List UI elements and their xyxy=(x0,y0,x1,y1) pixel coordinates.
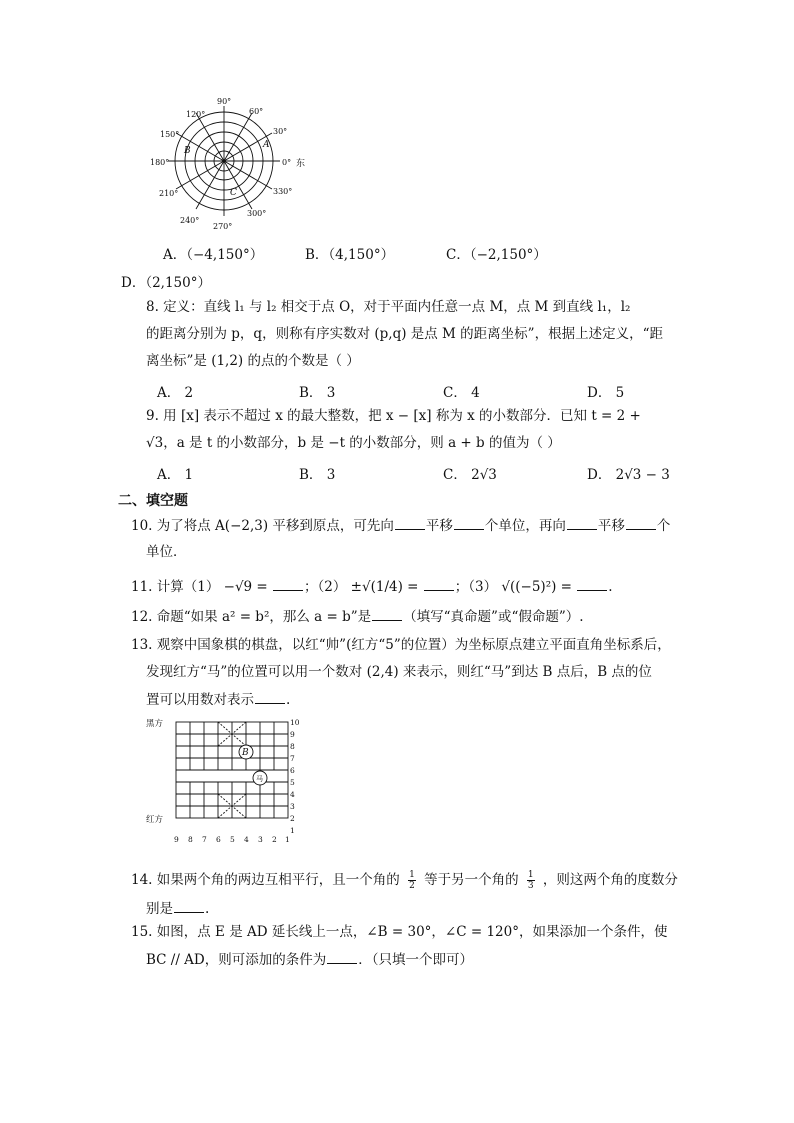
point-c-label: C xyxy=(230,188,237,198)
chinese-chess-board-figure xyxy=(144,714,304,850)
angle-label: 240° xyxy=(180,216,200,225)
q11-text: . xyxy=(608,579,613,595)
fraction-numerator: 1 xyxy=(527,870,534,880)
east-label: 东 xyxy=(296,159,306,169)
q11-text: ；（3） √((−5)²) = xyxy=(454,579,572,595)
rank-number: 4 xyxy=(290,790,295,799)
fraction-denominator: 3 xyxy=(527,881,534,891)
q8-option-c: C． 4 xyxy=(443,385,480,401)
q8-option-d: D． 5 xyxy=(587,385,625,401)
q10-blank-1[interactable] xyxy=(395,516,425,530)
q9-option-d: D． 2√3 − 3 xyxy=(587,467,670,483)
q10-text: 个 xyxy=(656,518,671,534)
q8-line1: 8. 定义：直线 l₁ 与 l₂ 相交于点 O，对于平面内任意一点 M，点 M 到直线 l₁，l₂ xyxy=(146,299,631,315)
q7-option-b: B．（4,150°） xyxy=(305,247,395,263)
rank-number: 9 xyxy=(290,730,295,739)
q14-text: 14. 如果两个角的两边互相平行，且一个角的 xyxy=(131,872,400,888)
fraction-denominator: 2 xyxy=(409,881,415,891)
q15-line2 xyxy=(146,950,473,969)
file-number: 3 xyxy=(258,835,263,844)
file-number: 2 xyxy=(272,835,277,844)
q9-option-c: C． 2√3 xyxy=(443,467,497,483)
q11-text: ；（2） ±√(1/4) = xyxy=(304,579,419,595)
black-side-label: 黑方 xyxy=(146,719,164,729)
q9-option-b: B． 3 xyxy=(299,467,336,483)
q13-line1: 13. 观察中国象棋的棋盘，以红“帅”(红方“5”的位置）为坐标原点建立平面直角坐标系后， xyxy=(131,637,671,653)
q13-line3 xyxy=(146,690,290,709)
q12-line xyxy=(131,607,584,626)
q11-blank-3[interactable] xyxy=(577,577,607,591)
q14-text: 别是 xyxy=(146,901,173,917)
section-heading-fill-in: 二、填空题 xyxy=(118,493,188,509)
q15-text: ．（只填一个即可） xyxy=(358,952,474,968)
angle-label: 60° xyxy=(249,107,264,116)
point-b-label: B xyxy=(184,146,191,156)
rank-number: 6 xyxy=(290,766,295,775)
fraction-one-third xyxy=(527,870,535,891)
angle-label: 300° xyxy=(247,209,267,218)
q9-line1: 9. 用 [x] 表示不超过 x 的最大整数，把 x − [x] 称为 x 的小数部分．已知 t = 2 + xyxy=(146,408,641,424)
q10-text: 平移 xyxy=(597,518,625,534)
q9-line2: √3，a 是 t 的小数部分，b 是 −t 的小数部分，则 a + b 的值为（ ） xyxy=(146,435,561,451)
q13-line2: 发现红方“马”的位置可以用一个数对 (2,4) 来表示，则红“马”到达 B 点后，B 点的位 xyxy=(146,664,652,680)
rank-number: 10 xyxy=(290,718,300,727)
q15-text: BC // AD，则可添加的条件为 xyxy=(146,952,327,968)
file-number: 7 xyxy=(202,835,207,844)
q14-blank[interactable] xyxy=(174,899,204,913)
q15-blank[interactable] xyxy=(327,950,357,964)
q14-text: . xyxy=(205,901,210,917)
q10-text: 个单位，再向 xyxy=(484,518,566,534)
q10-line2: 单位． xyxy=(146,544,187,560)
point-a-label: A xyxy=(263,140,270,150)
fraction-one-half xyxy=(408,870,416,891)
rank-number: 2 xyxy=(290,814,295,823)
file-number: 4 xyxy=(244,835,249,844)
angle-label: 30° xyxy=(273,127,288,136)
angle-label: 90° xyxy=(217,97,232,106)
q10-text: 平移 xyxy=(425,518,453,534)
q11-text: 11. 计算（1） −√9 = xyxy=(131,579,268,595)
point-b-label: B xyxy=(242,748,249,758)
q12-text: （填写“真命题”或“假命题”）. xyxy=(403,609,584,625)
rank-number: 7 xyxy=(290,754,295,763)
q10-text: 10. 为了将点 A(−2,3) 平移到原点，可先向 xyxy=(131,518,394,534)
file-number: 8 xyxy=(188,835,193,844)
horse-piece-label: 马 xyxy=(256,775,263,783)
q13-text: . xyxy=(286,692,291,708)
rank-number: 5 xyxy=(290,778,295,787)
q12-text: 12. 命题“如果 a² = b²，那么 a = b”是 xyxy=(131,609,372,625)
q10-blank-2[interactable] xyxy=(454,516,484,530)
q14-line1 xyxy=(131,869,678,891)
rank-number: 3 xyxy=(290,802,295,811)
q7-option-c: C．（−2,150°） xyxy=(446,247,547,263)
angle-label: 0° xyxy=(282,158,292,167)
q10-line1 xyxy=(131,516,670,535)
q14-text: 等于另一个角的 xyxy=(424,872,519,888)
q8-line3: 离坐标”是 (1,2) 的点的个数是（ ） xyxy=(146,353,360,369)
q11-blank-1[interactable] xyxy=(273,577,303,591)
angle-label: 210° xyxy=(159,189,179,198)
rank-number: 8 xyxy=(290,742,295,751)
q11-line xyxy=(131,577,613,596)
red-side-label: 红方 xyxy=(146,815,164,825)
q14-text: ，则这两个角的度数分 xyxy=(542,872,678,888)
fraction-numerator: 1 xyxy=(409,870,415,880)
polar-coordinate-figure xyxy=(140,95,310,235)
q12-blank[interactable] xyxy=(372,607,402,621)
q14-line2 xyxy=(146,899,209,918)
file-number: 5 xyxy=(230,835,235,844)
angle-label: 150° xyxy=(160,130,180,139)
q13-blank[interactable] xyxy=(255,690,285,704)
file-number: 9 xyxy=(174,835,179,844)
q13-text: 置可以用数对表示 xyxy=(146,692,254,708)
q8-option-a: A． 2 xyxy=(157,385,194,401)
angle-label: 330° xyxy=(273,187,293,196)
q10-blank-4[interactable] xyxy=(626,516,656,530)
file-number: 1 xyxy=(285,835,290,844)
angle-label: 180° xyxy=(150,158,170,167)
q15-line1: 15. 如图，点 E 是 AD 延长线上一点，∠B = 30°，∠C = 120°，如果添加一个条件，使 xyxy=(131,924,668,940)
angle-label: 120° xyxy=(186,110,206,119)
q7-option-a: A．（−4,150°） xyxy=(163,247,264,263)
q8-option-b: B． 3 xyxy=(299,385,336,401)
q7-option-d: D．（2,150°） xyxy=(121,275,211,291)
q8-line2: 的距离分别为 p，q，则称有序实数对 (p,q) 是点 M 的距离坐标”，根据上述定义，“距 xyxy=(146,326,663,342)
angle-label: 270° xyxy=(213,222,233,231)
q10-blank-3[interactable] xyxy=(567,516,597,530)
rank-number: 1 xyxy=(290,826,295,835)
q9-option-a: A． 1 xyxy=(157,467,194,483)
q11-blank-2[interactable] xyxy=(424,577,454,591)
file-number: 6 xyxy=(216,835,221,844)
